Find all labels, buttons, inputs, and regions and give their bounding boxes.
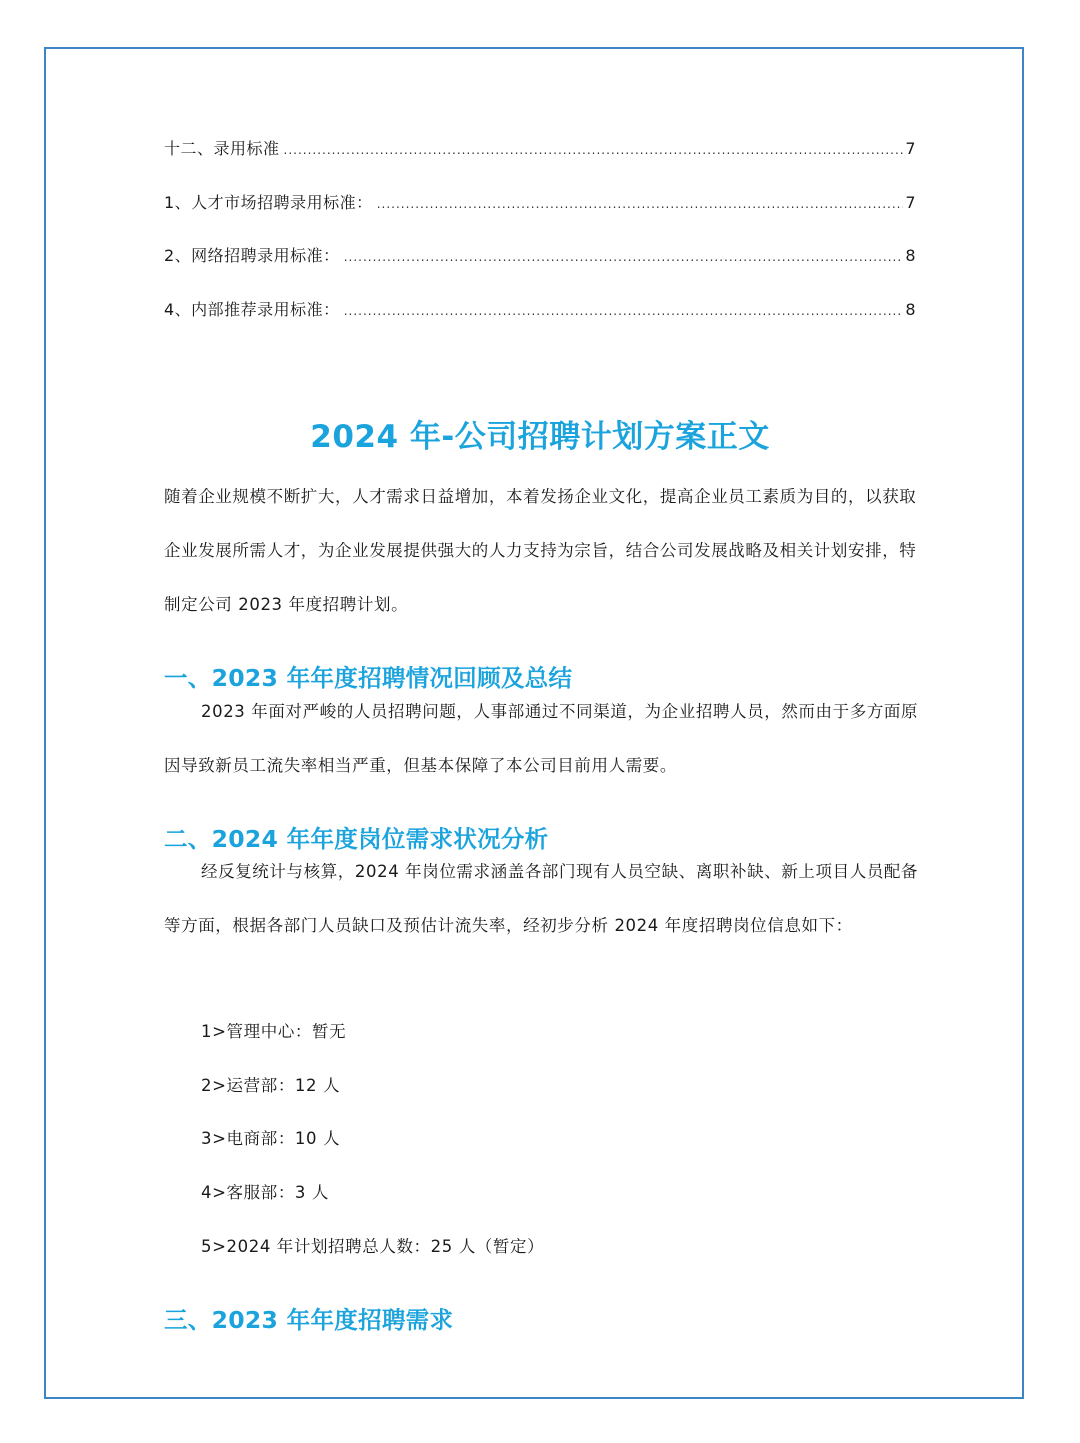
list-item: 4>客服部：3 人: [201, 1183, 329, 1203]
toc-entry-page: 8: [905, 246, 916, 265]
toc-entry-label: 十二、录用标准: [164, 139, 280, 158]
section-1-text: 2023 年面对严峻的人员招聘问题，人事部通过不同渠道，为企业招聘人员，然而由于多方面原因导致新员工流失率相当严重，但基本保障了本公司目前用人需要。: [164, 702, 919, 775]
section-1-body: [164, 685, 924, 793]
section-2-text: 经反复统计与核算，2024 年岗位需求涵盖各部门现有人员空缺、离职补缺、新上项目人员配备等方面，根据各部门人员缺口及预估计流失率，经初步分析 2024 年度招聘岗位信息如下：: [164, 862, 919, 935]
toc-entry[interactable]: [164, 295, 916, 325]
section-1-heading: 一、2023 年年度招聘情况回顾及总结: [164, 663, 573, 692]
section-2-heading: 二、2024 年年度岗位需求状况分析: [164, 824, 549, 853]
toc-entry-label: 1、人才市场招聘录用标准：: [164, 192, 373, 212]
table-of-contents: [164, 134, 916, 348]
list-item: 3>电商部：10 人: [201, 1129, 341, 1149]
toc-entry-page: 8: [905, 299, 916, 319]
toc-leader-dots: [377, 189, 904, 219]
list-item: 1>管理中心：暂无: [201, 1022, 347, 1041]
toc-leader-dots: [344, 242, 904, 272]
toc-entry[interactable]: [164, 188, 916, 218]
intro-text: 随着企业规模不断扩大，人才需求日益增加，本着发扬企业文化，提高企业员工素质为目的，以获取企业发展所需人才，为企业发展提供强大的人力支持为宗旨，结合公司发展战略及相关计划安排，特制定公司 2023 年度招聘计划。: [164, 487, 917, 614]
position-list: [201, 1005, 901, 1273]
intro-paragraph: [164, 470, 924, 632]
list-item: 5>2024 年计划招聘总人数：25 人（暂定）: [201, 1236, 545, 1256]
toc-entry-page: 7: [905, 139, 916, 158]
section-3-heading: 三、2023 年年度招聘需求: [164, 1305, 454, 1334]
toc-entry-page: 7: [905, 192, 916, 212]
toc-entry[interactable]: [164, 134, 916, 164]
toc-entry-label: 2、网络招聘录用标准：: [164, 246, 340, 265]
toc-entry[interactable]: [164, 241, 916, 271]
toc-entry-label: 4、内部推荐录用标准：: [164, 299, 340, 319]
section-2-body: [164, 845, 924, 953]
toc-leader-dots: [344, 296, 904, 326]
list-item: 2>运营部：12 人: [201, 1075, 341, 1095]
toc-leader-dots: [284, 135, 904, 165]
document-title: 2024 年-公司招聘计划方案正文: [310, 418, 770, 455]
